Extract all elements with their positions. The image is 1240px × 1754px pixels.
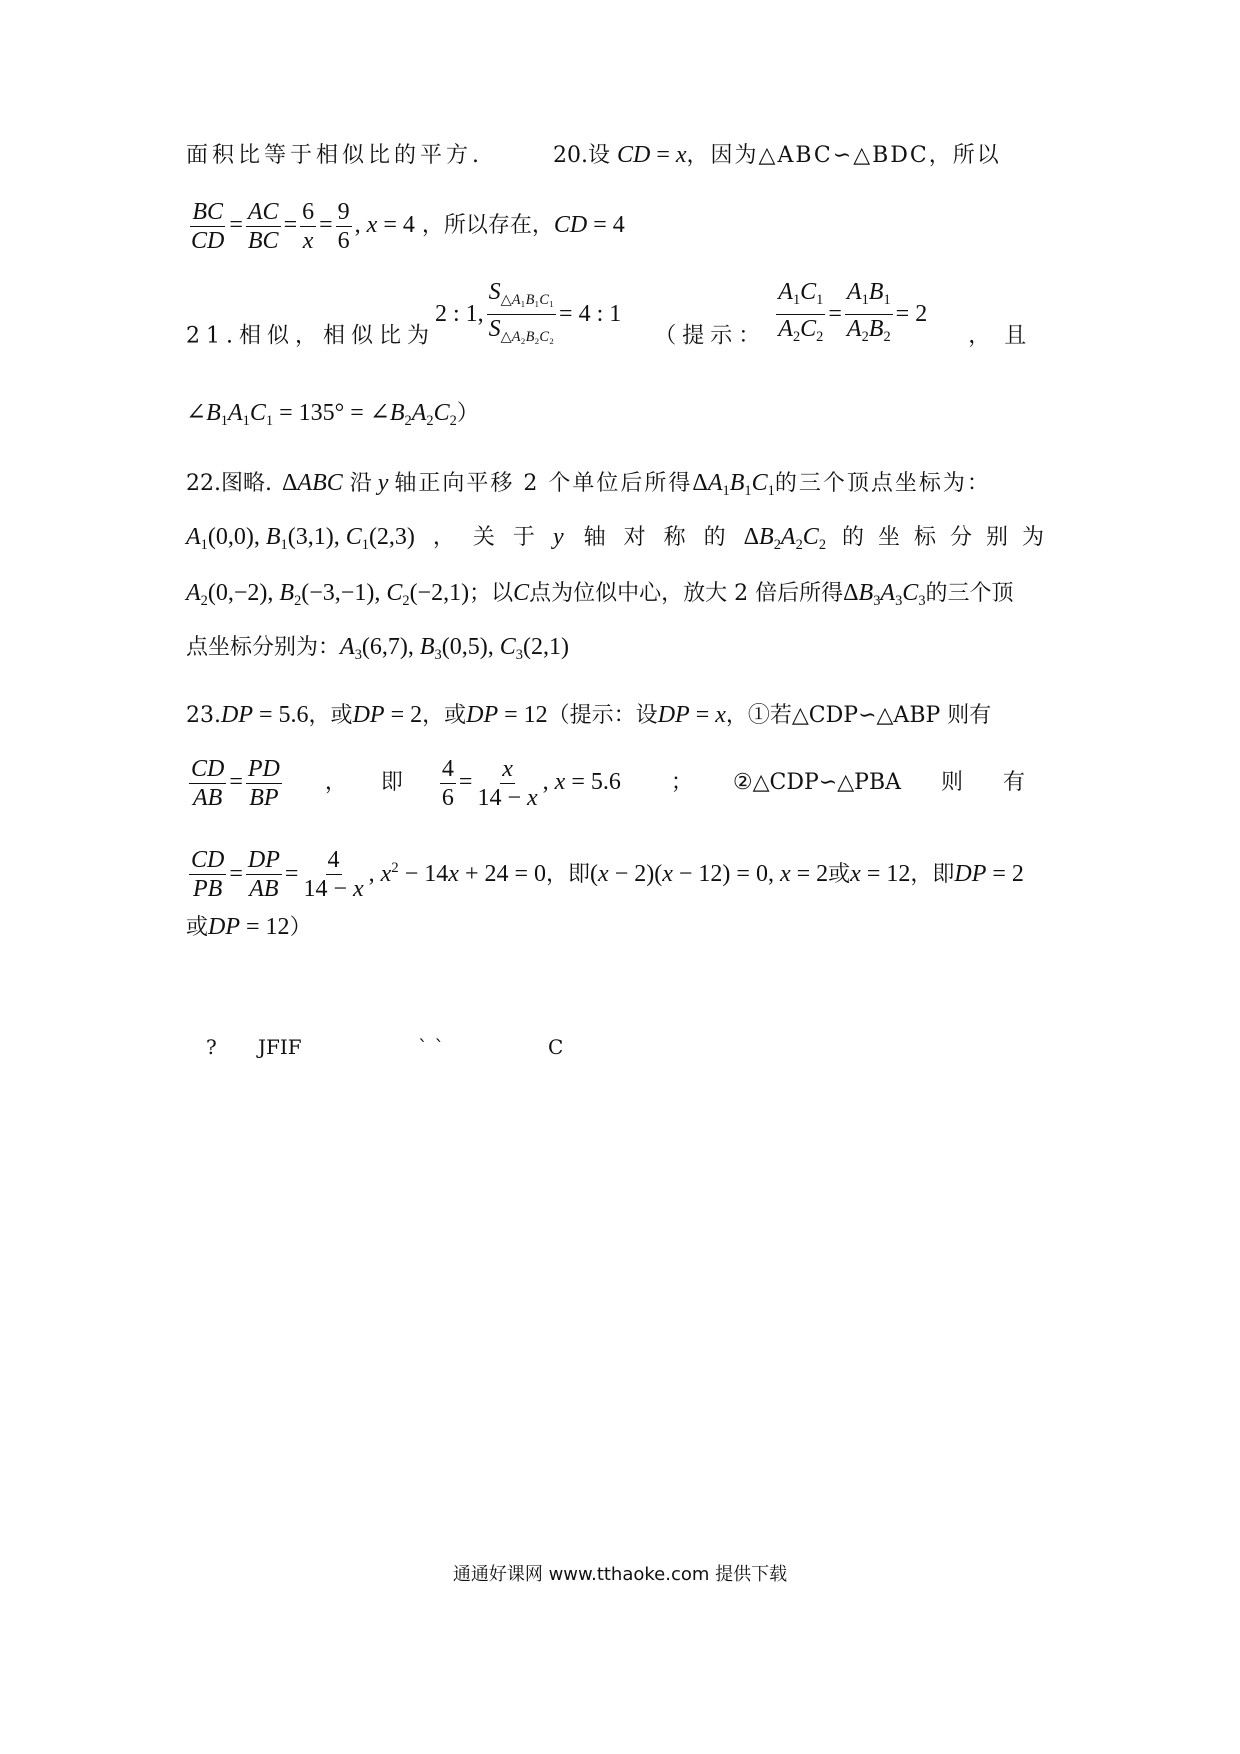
fraction: $\frac{A_1B_1}{A_2B_2}$ bbox=[846, 279, 891, 346]
answer-line-q22-4: 点坐标分别为：$A_3(6,7)$, $B_3(0,5)$, $C_3(2,1)$ bbox=[186, 634, 569, 664]
answer-line-q22-2: $A_1(0,0)$, $B_1(3,1)$, $C_1(2,3)$ ，关于y 轴对称的$\Delta B_2A_2C_2$ 的坐标分别为 bbox=[186, 524, 1059, 554]
fraction: $\frac{A_1C_1}{A_2C_2}$ bbox=[778, 279, 824, 346]
text: 的三个顶点坐标为： bbox=[774, 471, 991, 496]
text: （提示：设 bbox=[547, 703, 658, 728]
q22-label: 22.图略. bbox=[186, 471, 272, 496]
text: 沿 bbox=[349, 471, 372, 496]
text: 或 bbox=[828, 861, 851, 887]
text: 的坐标分别为 bbox=[842, 525, 1059, 550]
fraction: $\frac{AC}{BC}$ bbox=[247, 198, 279, 254]
text: ，且 bbox=[968, 323, 1041, 349]
text: 的三个顶 bbox=[925, 581, 1014, 606]
answer-line-2: $\frac{BC}{CD}$ = $\frac{AC}{BC}$ = $\frac{6}{x}$ = $\frac{9}{6}$ , x = 4 ，所以存在，CD = 4 bbox=[191, 198, 625, 254]
fraction: $\frac{6}{x}$ bbox=[302, 198, 315, 254]
answer-line-q21: 21.相似，相似比为2 : 1, $\frac{S_{\triangle A_1B_1C_1}}{S_{\triangle A_2B_2C_2}}$ = 4 : 1 （提示： $\frac{A_1C_1}{A_2C_2}$ = $\frac{A_1B_1}{A_2B_2}$ = 2 ，且 bbox=[186, 300, 1060, 373]
text: 轴对称的 bbox=[583, 525, 744, 550]
text: 或 bbox=[186, 915, 209, 940]
answer-line-q21-angle: $\angle B_1A_1C_1 = 135^\circ$ = $\angle B_2A_2C_2$） bbox=[186, 400, 479, 430]
hint: （提示： bbox=[654, 323, 767, 349]
answer-line-q23-2: $\frac{CD}{AB}$ = $\frac{PD}{BP}$ ，即 $\frac{4}{6}$ = $\frac{x}{14 - x}$ , x = 5.6 ； ②△CDP∽△PBA 则有 bbox=[191, 755, 1066, 811]
stray-char: C bbox=[548, 1035, 564, 1059]
text: 轴正向平移 2 个单位后所得 bbox=[394, 471, 693, 496]
text: ，或 bbox=[422, 703, 467, 728]
q20-label: 20.设 bbox=[553, 143, 610, 168]
answer-line-q22-3: $A_2(0,-2)$, $B_2(-3,-1)$, $C_2(-2,1)$；以C点为位似中心，放大 2 倍后所得$\Delta B_3A_3C_3$的三个顶 bbox=[186, 580, 1014, 610]
text: ，即 bbox=[910, 861, 955, 887]
text: ，所以存在， bbox=[421, 213, 554, 238]
math: CD bbox=[617, 142, 651, 168]
q23-label: 23. bbox=[186, 703, 221, 728]
text: ） bbox=[289, 915, 312, 940]
text: 则有 bbox=[941, 770, 1066, 795]
text: ，关于 bbox=[432, 525, 553, 550]
fraction: $\frac{BC}{CD}$ bbox=[191, 198, 225, 254]
answer-line-1: 面积比等于相似比的平方. 20.设 CD = x，因为△ABC∽△BDC，所以 bbox=[186, 142, 1001, 168]
answer-line-q23-3: $\frac{CD}{PB}$ = $\frac{DP}{AB}$ = $\frac{4}{14 - x}$ , $x^2 - 14x + 24 = 0$，即(x − 2)(x − 12) = 0, x = 2或x = 12，即DP = 2 bbox=[191, 847, 1024, 903]
text: ；以 bbox=[469, 581, 514, 606]
fraction: $\frac{S_{\triangle A_1B_1C_1}}{S_{\triangle A_2B_2C_2}}$ bbox=[488, 279, 555, 346]
fraction: $\frac{PD}{BP}$ bbox=[247, 755, 280, 811]
text: ，或 bbox=[308, 703, 353, 728]
text: ，①若△CDP∽△ABP 则有 bbox=[725, 703, 992, 728]
answer-line-q22-1: 22.图略. ΔABC 沿 y 轴正向平移 2 个单位后所得$\Delta A_1B_1C_1$的三个顶点坐标为： bbox=[186, 470, 991, 500]
q21-label: 21.相似，相似比为 bbox=[186, 323, 435, 349]
fraction: $\frac{x}{14 - x}$ bbox=[477, 755, 538, 811]
fraction: $\frac{4}{14 - x}$ bbox=[303, 847, 364, 903]
fraction: $\frac{DP}{AB}$ bbox=[247, 847, 280, 903]
text: ； bbox=[670, 770, 693, 795]
fraction: $\frac{CD}{AB}$ bbox=[191, 755, 225, 811]
stray-ticks: ` ` bbox=[418, 1035, 445, 1059]
text: ，即 bbox=[546, 861, 591, 887]
stray-text: JFIF bbox=[258, 1035, 302, 1059]
text: 面积比等于相似比的平方. bbox=[186, 143, 483, 168]
page-footer: 通通好课网 www.tthaoke.com 提供下载 bbox=[452, 1564, 788, 1585]
stray-char: ? bbox=[206, 1035, 217, 1059]
fraction: $\frac{4}{6}$ bbox=[441, 755, 454, 811]
text: ②△CDP∽△PBA bbox=[732, 770, 902, 795]
text: ，即 bbox=[324, 770, 437, 795]
text: ，因为△ABC∽△BDC，所以 bbox=[686, 143, 1001, 168]
fraction: $\frac{9}{6}$ bbox=[337, 198, 350, 254]
answer-line-q23-1: 23.DP = 5.6，或DP = 2，或DP = 12（提示：设DP = x，①若△CDP∽△ABP 则有 bbox=[186, 702, 992, 728]
text: 点坐标分别为： bbox=[186, 635, 341, 660]
text: 点为位似中心，放大 2 倍后所得 bbox=[529, 581, 844, 606]
fraction: $\frac{CD}{PB}$ bbox=[191, 847, 225, 903]
answer-line-q23-4: 或DP = 12） bbox=[186, 914, 312, 940]
